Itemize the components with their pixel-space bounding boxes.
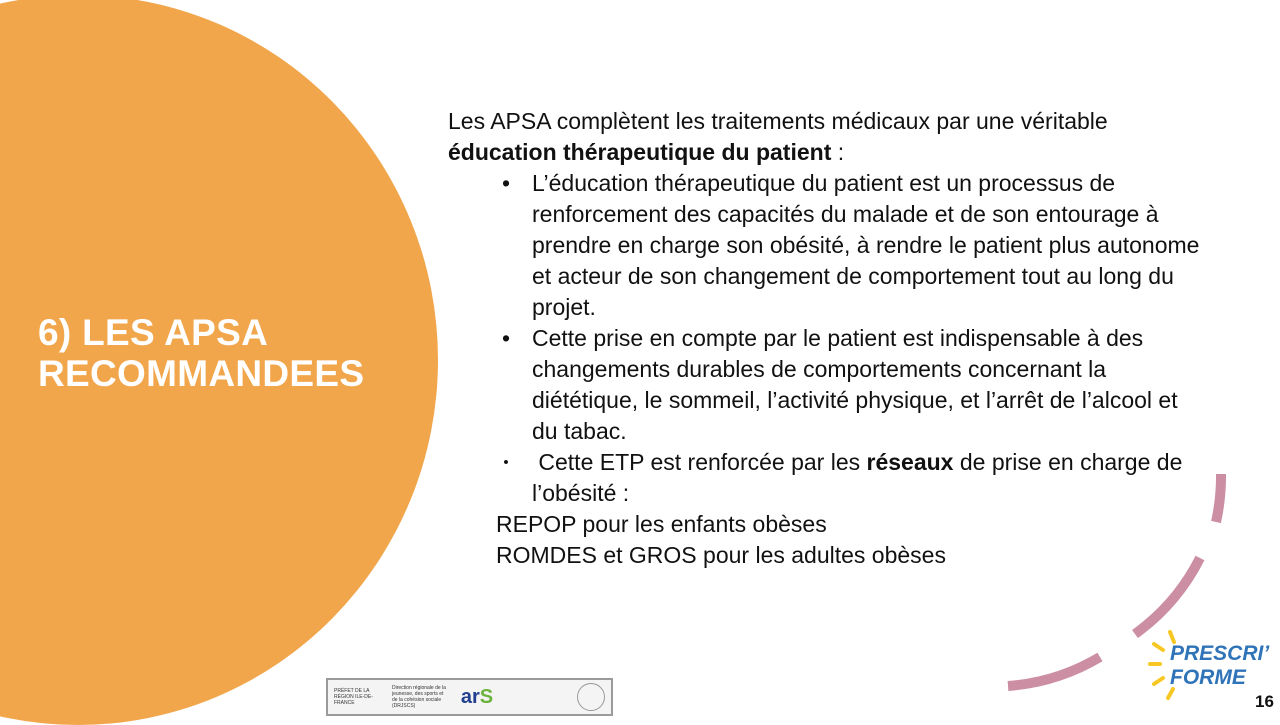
section-title-line-2: RECOMMANDEES (38, 353, 365, 394)
ars-logo-text: ar (460, 686, 480, 708)
bullet-item (448, 323, 1208, 447)
arc-dash (1216, 474, 1221, 522)
brand-logo-text (1170, 642, 1269, 690)
bullet-text: L’éducation thérapeutique du patient est un processus de renforcement des capacités du malade et de son entourage à prendre en charge son obésité, à rendre le patient plus autonome et acteur de son changement de comportement tout au long du projet. (532, 170, 1200, 320)
network-line: REPOP pour les enfants obèses (496, 511, 827, 537)
section-title-line-1: 6) LES APSA (38, 312, 269, 353)
ars-logo (456, 686, 498, 708)
bullet-item (448, 168, 1208, 323)
bullet-marker: • (501, 170, 511, 196)
bullet-list (448, 168, 1208, 509)
bullet-marker: • (501, 325, 511, 351)
network-line: ROMDES et GROS pour les adultes obèses (496, 542, 946, 568)
brand-logo-line-1: PRESCRI’ (1170, 642, 1270, 665)
ars-logo-accent: S (479, 686, 494, 708)
arc-dash (1008, 657, 1100, 686)
prefet-logo: PRÉFET DE LA RÉGION ILE-DE-FRANCE (334, 688, 373, 706)
bullet-marker: • (503, 454, 509, 471)
intro-colon: : (831, 139, 845, 165)
seal-icon (577, 683, 605, 711)
brand-logo-line-2: FORME (1170, 666, 1246, 689)
intro-text: Les APSA complètent les traitements médicaux par une véritable (448, 108, 1115, 134)
intro-paragraph (448, 106, 1208, 168)
drjscs-logo: Direction régionale de la jeunesse, des sports et de la cohésion sociale (DRJSCS) (392, 685, 446, 709)
bullet-text-part: de prise en charge de l’obésité : (532, 449, 1183, 506)
arc-dash (1135, 558, 1200, 634)
section-title (38, 312, 418, 394)
page-number: 16 (1255, 692, 1274, 711)
bullet-text-part: Cette ETP est renforcée par les (532, 449, 867, 475)
bullet-emphasis: réseaux (866, 449, 954, 475)
intro-emphasis: éducation thérapeutique du patient (448, 139, 832, 165)
bullet-text: Cette prise en compte par le patient est indispensable à des changements durables de comportements concernant la diététique, le sommeil, l’activité physique, et l’arrêt de l’alcool et du tabac. (532, 325, 1178, 444)
partner-logos (326, 678, 613, 716)
